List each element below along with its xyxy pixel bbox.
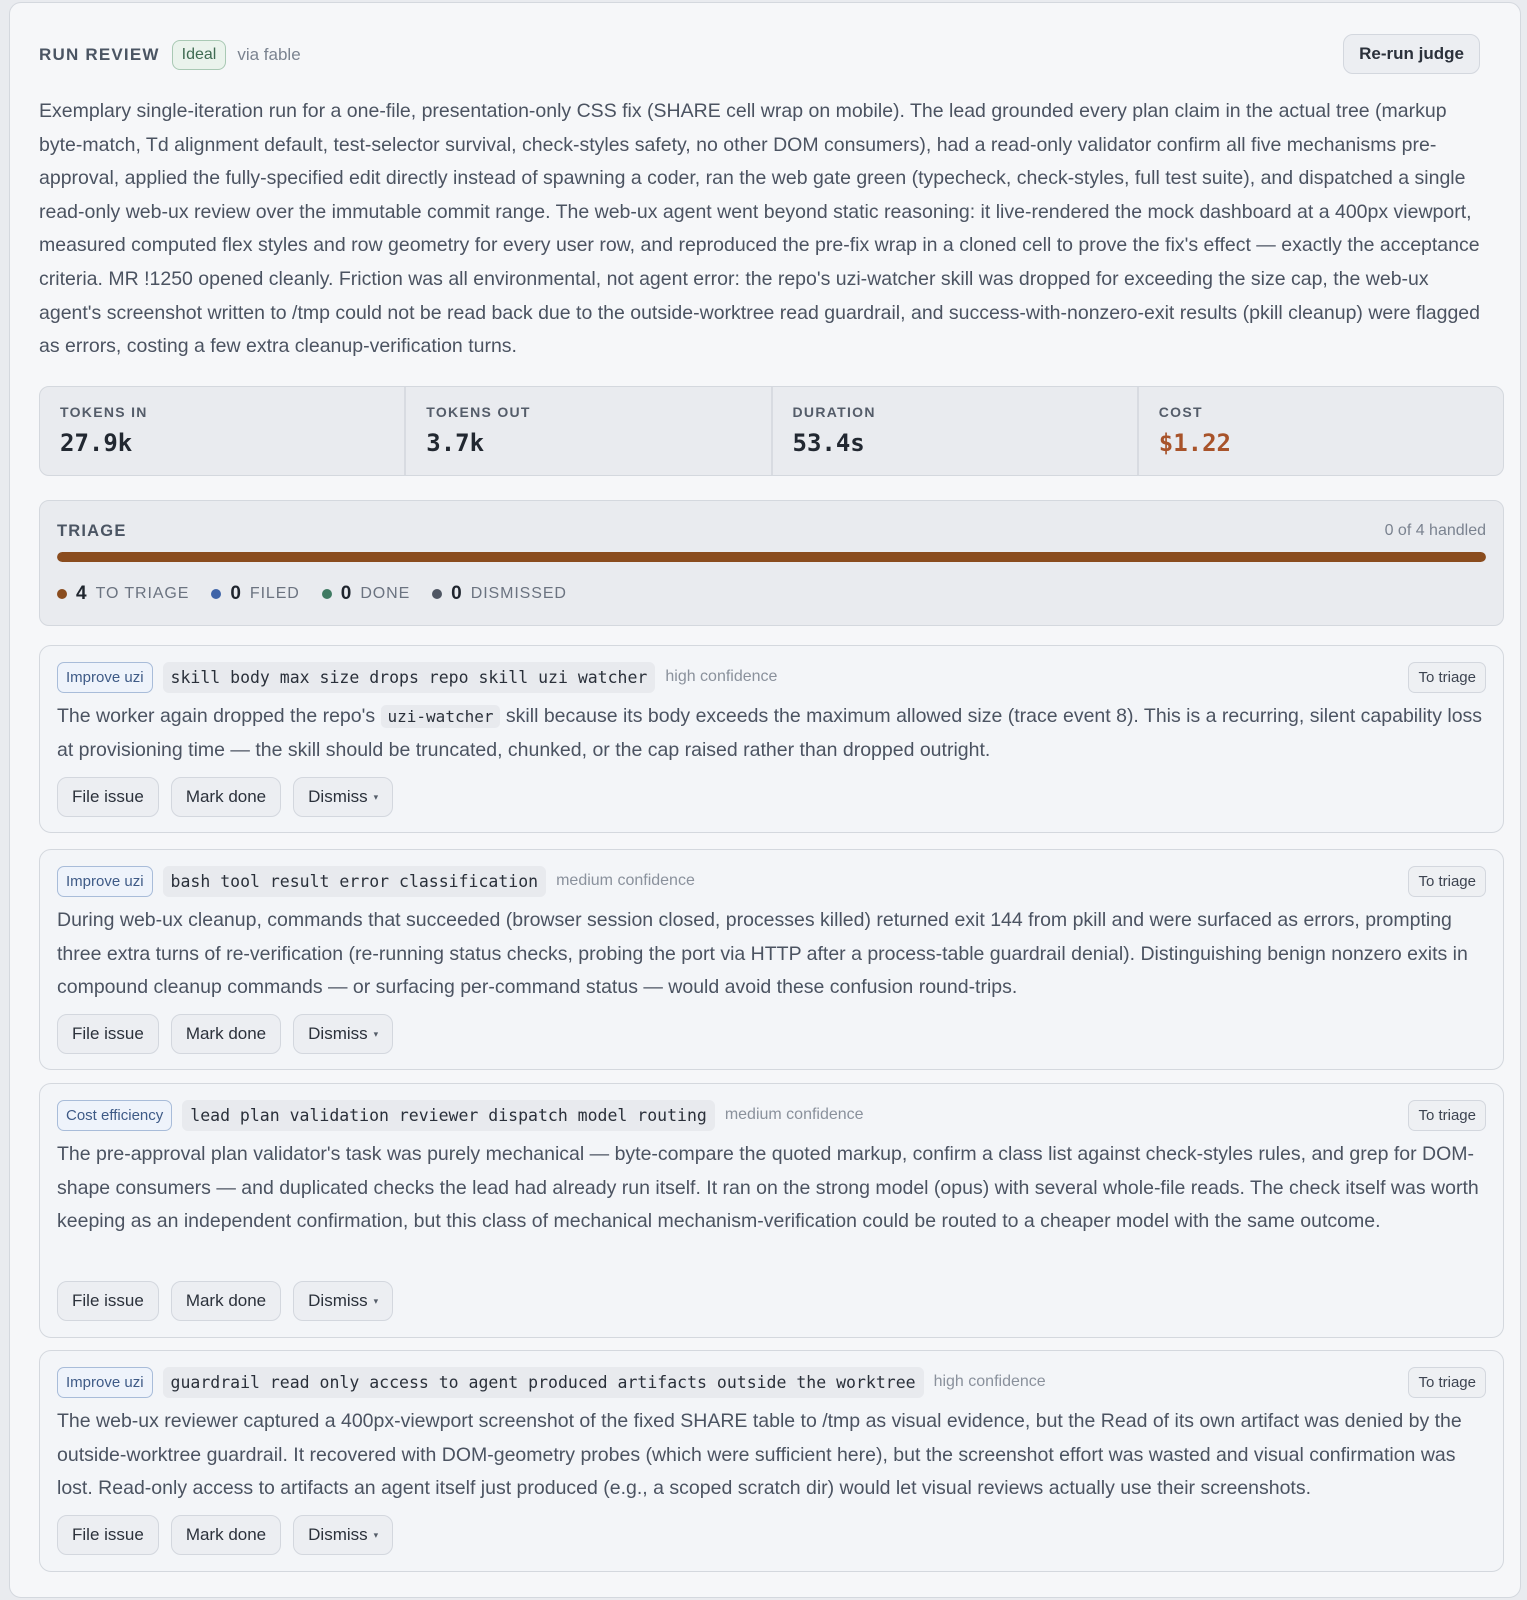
legend-label: TO TRIAGE [95, 585, 190, 602]
legend-to-triage [57, 583, 189, 605]
finding-actions [57, 777, 405, 817]
stat-label: TOKENS IN [60, 404, 148, 420]
caret-down-icon: ▾ [373, 1529, 379, 1540]
legend-done [322, 583, 410, 605]
dismiss-button[interactable] [293, 777, 393, 817]
category-badge: Improve uzi [57, 662, 153, 693]
inline-code: uzi-watcher [381, 705, 501, 728]
finding-slug: skill body max size drops repo skill uzi watcher [163, 662, 656, 693]
legend-count: 0 [230, 583, 241, 604]
legend-filed [211, 583, 299, 605]
category-badge: Cost efficiency [57, 1100, 172, 1131]
caret-down-icon: ▾ [373, 791, 379, 802]
status-badge: To triage [1408, 1100, 1486, 1131]
file-issue-button[interactable]: File issue [57, 1281, 159, 1321]
confidence-label: high confidence [933, 1373, 1046, 1390]
legend-label: FILED [249, 585, 300, 602]
mark-done-button[interactable]: Mark done [171, 1014, 281, 1054]
rerun-judge-button[interactable]: Re-run judge [1343, 34, 1480, 74]
dismiss-label: Dismiss [308, 1525, 368, 1544]
confidence-label: medium confidence [724, 1106, 864, 1123]
mark-done-button[interactable]: Mark done [171, 1515, 281, 1555]
dismiss-label: Dismiss [308, 1024, 368, 1043]
finding-header [57, 1098, 1486, 1132]
finding-description [57, 700, 1486, 767]
run-review-title: RUN REVIEW [39, 45, 160, 64]
finding-actions [57, 1515, 405, 1555]
dismiss-label: Dismiss [308, 787, 368, 806]
finding-header [57, 660, 1486, 694]
stat-label: TOKENS OUT [426, 404, 531, 420]
stats-bar [39, 386, 1504, 476]
stat-value: 53.4s [792, 429, 865, 457]
finding-actions [57, 1281, 405, 1321]
legend-dismissed [432, 583, 567, 605]
file-issue-button[interactable]: File issue [57, 1515, 159, 1555]
finding-slug: bash tool result error classification [163, 866, 547, 897]
finding-text: The worker again dropped the repo's [57, 705, 381, 727]
triage-progress-fill [57, 552, 1486, 562]
finding-actions [57, 1014, 405, 1054]
finding-slug: lead plan validation reviewer dispatch model routing [182, 1100, 715, 1131]
run-review-panel [9, 2, 1521, 1598]
finding-card [39, 1083, 1504, 1338]
stat-value: $1.22 [1158, 429, 1231, 457]
file-issue-button[interactable]: File issue [57, 777, 159, 817]
triage-handled-count: 0 of 4 handled [1384, 522, 1486, 539]
finding-text: skill because its body exceeds the maximum allowed size (trace event 8). This is a recurring, silent capability loss at provisioning time — the skill should be truncated, chunked, or the cap raised rather than dropped outright. [57, 705, 1483, 761]
confidence-label: high confidence [665, 668, 778, 685]
legend-count: 0 [340, 583, 352, 604]
finding-header [57, 1365, 1486, 1399]
finding-description: The web-ux reviewer captured a 400px-viewport screenshot of the fixed SHARE table to /tmp as visual evidence, but the Read of its own artifact was denied by the outside-worktree guardrail. It recovered with DOM-geometry probes (which were sufficient here), but the screenshot effort was wasted and visual confirmation was lost. Read-only access to artifacts an agent itself just produced (e.g., a scoped scratch dir) would let visual reviews actually use their screenshots. [57, 1410, 1462, 1500]
stat-label: COST [1158, 404, 1203, 420]
triage-legend [57, 583, 589, 605]
judge-source: via fable [237, 45, 301, 64]
status-badge: To triage [1408, 866, 1486, 897]
triage-title: TRIAGE [57, 522, 127, 540]
category-badge: Improve uzi [57, 1367, 153, 1398]
legend-dot [322, 589, 332, 599]
run-summary: Exemplary single-iteration run for a one-file, presentation-only CSS fix (SHARE cell wrap on mobile). The lead grounded every plan claim in the actual tree (markup byte-match, Td alignment default, test-selector survival, check-styles safety, no other DOM consumers), had a read-only validator confirm all five mechanisms pre-approval, applied the fully-specified edit directly instead of spawning a coder, ran the web gate green (typecheck, check-styles, full test suite), and dispatched a single read-only web-ux review over the immutable commit range. The web-ux agent went beyond static reasoning: it live-rendered the mock dashboard at a 400px viewport, measured computed flex styles and row geometry for every user row, and reproduced the pre-fix wrap in a cloned cell to prove the fix's effect — exactly the acceptance criteria. MR !1250 opened cleanly. Friction was all environmental, not agent error: the repo's uzi-watcher skill was dropped for exceeding the size cap, the web-ux agent's screenshot written to /tmp could not be read back due to the outside-worktree read guardrail, and success-with-nonzero-exit results (pkill cleanup) were flagged as errors, costing a few extra cleanup-verification turns. [39, 100, 1480, 358]
stat-label: DURATION [792, 404, 876, 420]
stat-value: 27.9k [60, 429, 133, 457]
status-badge: To triage [1408, 1367, 1486, 1398]
file-issue-button[interactable]: File issue [57, 1014, 159, 1054]
confidence-label: medium confidence [556, 872, 695, 889]
finding-card [39, 1350, 1504, 1572]
finding-card [39, 849, 1504, 1070]
finding-slug: guardrail read only access to agent produced artifacts outside the worktree [163, 1367, 924, 1398]
category-badge: Improve uzi [57, 866, 153, 897]
verdict-badge: Ideal [172, 40, 227, 70]
stat-tokens-out [406, 387, 772, 475]
dismiss-button[interactable] [293, 1515, 393, 1555]
dismiss-button[interactable] [293, 1281, 393, 1321]
stat-cost [1139, 387, 1503, 475]
stat-tokens-in [40, 387, 406, 475]
stat-duration [773, 387, 1139, 475]
legend-label: DISMISSED [470, 585, 567, 602]
legend-count: 4 [76, 583, 87, 604]
mark-done-button[interactable]: Mark done [171, 1281, 281, 1321]
finding-header [57, 864, 1486, 898]
finding-description: The pre-approval plan validator's task was purely mechanical — byte-compare the quoted markup, confirm a class list against check-styles rules, and grep for DOM-shape consumers — and duplicated checks the lead had already run itself. It ran on the strong model (opus) with several whole-file reads. The check itself was worth keeping as an independent confirmation, but this class of mechanical mechanism-verification could be routed to a cheaper model with the same outcome. [57, 1143, 1479, 1233]
run-review-header [39, 39, 1480, 71]
legend-label: DONE [360, 585, 411, 602]
legend-dot [211, 589, 221, 599]
stat-value: 3.7k [426, 429, 485, 457]
finding-description: During web-ux cleanup, commands that succeeded (browser session closed, processes killed) returned exit 144 from pkill and were surfaced as errors, prompting three extra turns of re-verification (re-running status checks, probing the port via HTTP after a process-table guardrail denial). Distinguishing benign nonzero exits in compound cleanup commands — or surfacing per-command status — would avoid these confusion round-trips. [57, 909, 1468, 999]
finding-card [39, 645, 1504, 833]
caret-down-icon: ▾ [373, 1028, 379, 1039]
triage-panel [39, 500, 1504, 626]
dismiss-button[interactable] [293, 1014, 393, 1054]
legend-dot [432, 589, 442, 599]
mark-done-button[interactable]: Mark done [171, 777, 281, 817]
caret-down-icon: ▾ [373, 1295, 379, 1306]
status-badge: To triage [1408, 662, 1486, 693]
legend-count: 0 [451, 583, 462, 604]
triage-progress-bar [57, 552, 1486, 562]
legend-dot [57, 589, 67, 599]
dismiss-label: Dismiss [308, 1291, 368, 1310]
